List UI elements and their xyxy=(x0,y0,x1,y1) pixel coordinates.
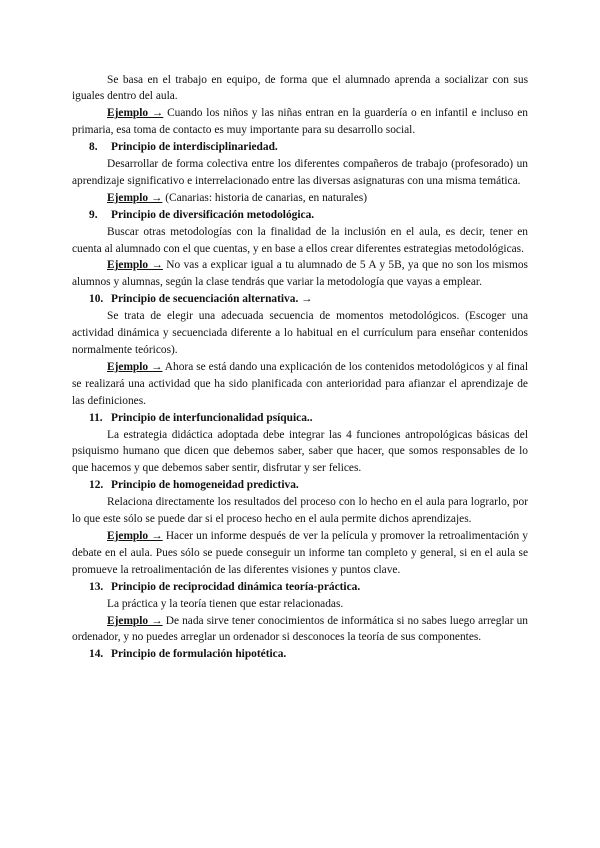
example-text: No vas a explicar igual a tu alumnado de 5 A y 5B, ya que no son los mismos alumnos y alumnas, según la clase tendrás que variar la metodología que vayas a emplear. xyxy=(72,259,528,289)
principle-heading xyxy=(72,291,528,308)
example-label: Ejemplo → xyxy=(107,107,164,120)
heading-number: 8. xyxy=(89,141,98,154)
example-label: Ejemplo → xyxy=(107,614,163,627)
paragraph: Relaciona directamente los resultados del proceso con lo hecho en el aula para lograrlo, por lo que este sólo se puede dar si el proceso hecho en el aula permite dichos aprendizajes. xyxy=(72,496,528,526)
example-text: Hacer un informe después de ver la película y promover la retroalimentación y debate en el aula. Pues sólo se puede conseguir un informe tan completo y general, si en el aula se promueve la retroalimentación de las diferentes visiones y puntos clave. xyxy=(72,529,528,576)
heading-number: 11. xyxy=(89,411,103,424)
example-paragraph xyxy=(72,613,528,647)
example-text: De nada sirve tener conocimientos de informática si no sabes luego arreglar un ordenador, y no puedes arreglar un ordenador si desconoces la teoría de sus componentes. xyxy=(72,614,528,644)
paragraph: Buscar otras metodologías con la finalidad de la inclusión en el aula, es decir, tener en cuenta al alumnado con el que cuentas, y en base a ellos crear diferentes estrategias metodológicas. xyxy=(72,225,528,255)
paragraph: La estrategia didáctica adoptada debe integrar las 4 funciones antropológicas básicas del psiquismo humano que dicen que debemos saber, saber que hacer, que somos responsables de lo que hacemos y que debemos saber sentir, disfrutar y ser felices. xyxy=(72,428,528,475)
heading-title: Principio de reciprocidad dinámica teoría-práctica. xyxy=(111,580,361,593)
heading-number: 10. xyxy=(89,293,104,306)
heading-title: Principio de formulación hipotética. xyxy=(111,648,287,661)
paragraph: La práctica y la teoría tienen que estar relacionadas. xyxy=(107,597,344,610)
heading-number: 12. xyxy=(89,479,104,492)
principle-heading xyxy=(72,477,528,494)
heading-title: Principio de homogeneidad predictiva. xyxy=(111,479,299,492)
example-label: Ejemplo → xyxy=(107,191,163,204)
paragraph: Se trata de elegir una adecuada secuencia de momentos metodológicos. (Escoger una actividad dinámica y secuenciada diferente a lo habitual en el currículum para enseñar contenidos normalmente teóricos). xyxy=(72,310,528,356)
example-paragraph xyxy=(72,190,528,207)
principle-heading xyxy=(72,139,528,156)
example-label: Ejemplo → xyxy=(107,360,163,373)
principle-heading xyxy=(72,646,528,663)
example-label: Ejemplo → xyxy=(107,529,163,542)
principle-heading xyxy=(72,410,528,427)
example-paragraph xyxy=(72,359,528,410)
heading-title: Principio de diversificación metodológica. xyxy=(111,208,315,221)
paragraph: Se basa en el trabajo en equipo, de forma que el alumnado aprenda a socializar con sus iguales dentro del aula. xyxy=(72,73,528,103)
document-body xyxy=(72,72,528,664)
principle-heading xyxy=(72,207,528,224)
example-paragraph xyxy=(72,528,528,579)
example-label: Ejemplo → xyxy=(107,259,163,272)
heading-title: Principio de interfuncionalidad psíquica.. xyxy=(111,411,313,424)
heading-number: 9. xyxy=(89,208,98,221)
example-text: Ahora se está dando una explicación de los contenidos metodológicos y al final se realizará una actividad que ha sido planificada con anterioridad para afianzar el aprendizaje de las definiciones. xyxy=(72,360,528,407)
heading-title: Principio de secuenciación alternativa. → xyxy=(111,293,313,306)
principle-heading xyxy=(72,579,528,596)
example-paragraph xyxy=(72,105,528,139)
example-text: (Canarias: historia de canarias, en naturales) xyxy=(162,191,368,204)
heading-title: Principio de interdisciplinariedad. xyxy=(111,141,278,154)
paragraph: Desarrollar de forma colectiva entre los diferentes compañeros de trabajo (profesorado) un aprendizaje significativo e interrelacionado entre las diversas asignaturas con una misma temática. xyxy=(72,158,528,187)
example-text: Cuando los niños y las niñas entran en la guardería o en infantil e incluso en primaria, esa toma de contacto es muy importante para su desarrollo social. xyxy=(72,107,528,137)
example-paragraph xyxy=(72,257,528,291)
heading-number: 14. xyxy=(89,648,104,661)
heading-number: 13. xyxy=(89,580,104,593)
